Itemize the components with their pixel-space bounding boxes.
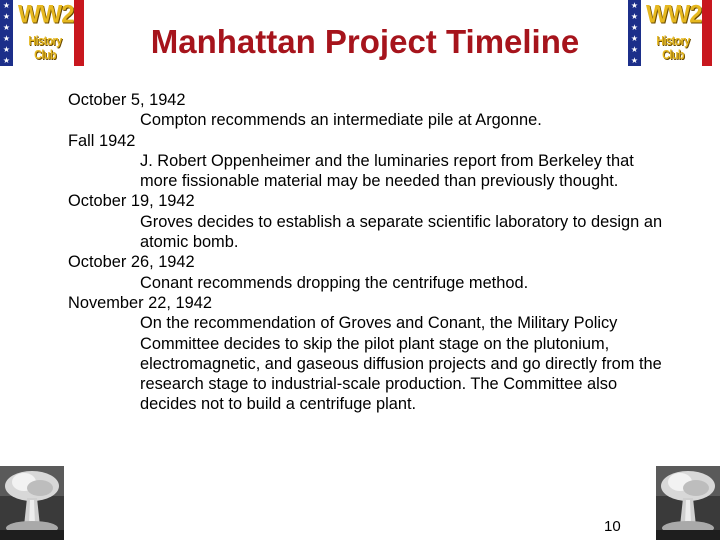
timeline-date: Fall 1942 — [68, 131, 136, 150]
page-number: 10 — [604, 518, 621, 535]
logo-stars-band — [628, 0, 641, 66]
ww2-history-club-logo-right — [628, 0, 714, 66]
star-icon: ★ — [2, 33, 11, 43]
star-icon: ★ — [2, 22, 11, 32]
logo-club-text: History Club — [656, 33, 690, 62]
timeline-description: Compton recommends an intermediate pile at Argonne. — [140, 111, 542, 130]
timeline-description: J. Robert Oppenheimer and the luminaries report from Berkeley that more fissionable material may be needed than previously thought. — [140, 151, 634, 191]
logo-white-band — [641, 0, 645, 66]
logo-white-band — [13, 0, 17, 66]
timeline-date: October 26, 1942 — [68, 253, 195, 272]
logo-club-text: History Club — [28, 33, 62, 62]
star-icon: ★ — [2, 0, 11, 10]
timeline-entry — [68, 131, 668, 192]
timeline-entry — [68, 252, 668, 293]
mushroom-cloud-photo-left — [0, 466, 64, 540]
star-icon: ★ — [630, 22, 639, 32]
timeline-list — [68, 90, 668, 415]
timeline-entry — [68, 191, 668, 252]
logo-ww2-text: WW2 — [646, 0, 702, 29]
timeline-entry — [68, 90, 668, 131]
timeline-date: November 22, 1942 — [68, 293, 212, 312]
star-icon: ★ — [630, 0, 639, 10]
logo-red-band — [74, 0, 84, 66]
ww2-history-club-logo-left — [0, 0, 86, 66]
star-icon: ★ — [2, 44, 11, 54]
timeline-description: Conant recommends dropping the centrifuge method. — [140, 273, 529, 292]
mushroom-cloud-photo-right — [656, 466, 720, 540]
slide-title: Manhattan Project Timeline — [150, 23, 580, 60]
star-icon: ★ — [630, 11, 639, 21]
timeline-entry — [68, 293, 668, 415]
star-icon: ★ — [630, 44, 639, 54]
timeline-date: October 19, 1942 — [68, 192, 195, 211]
star-icon: ★ — [630, 55, 639, 65]
timeline-description: On the recommendation of Groves and Conant, the Military Policy Committee decides to skip the pilot plant stage on the plutonium, electromagnetic, and gaseous diffusion projects and go directly from the research stage to industrial-scale production. The Committee also decides not to build a centrifuge plant. — [140, 314, 662, 414]
logo-ww2-text: WW2 — [18, 0, 74, 29]
star-icon: ★ — [630, 33, 639, 43]
star-icon: ★ — [2, 11, 11, 21]
timeline-description: Groves decides to establish a separate scientific laboratory to design an atomic bomb. — [140, 212, 663, 252]
star-icon: ★ — [2, 55, 11, 65]
timeline-date: October 5, 1942 — [68, 91, 186, 109]
logo-stars-band — [0, 0, 13, 66]
logo-red-band — [702, 0, 712, 66]
